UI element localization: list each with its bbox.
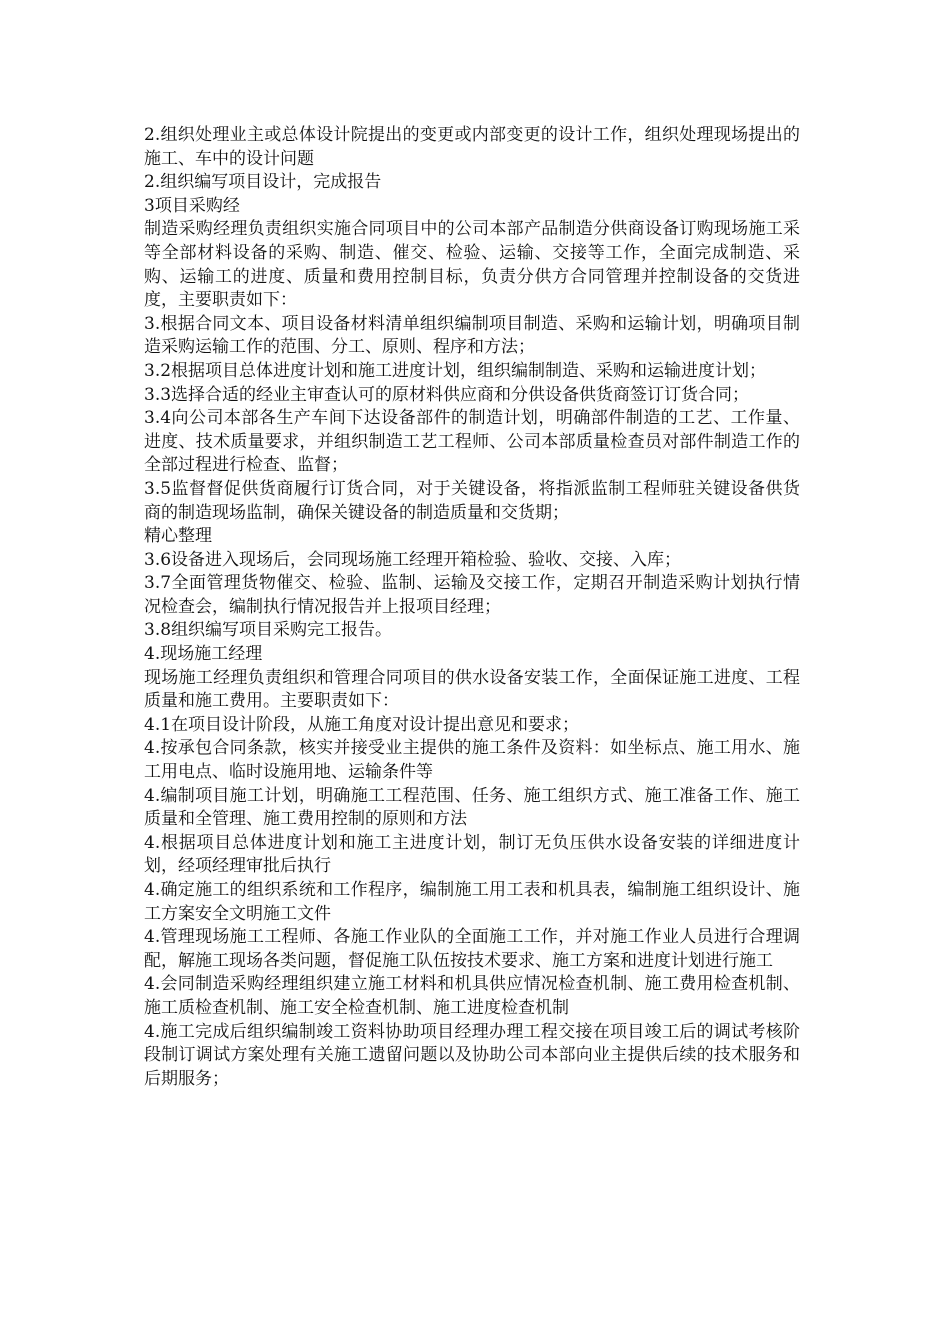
paragraph-item-3-4: 3.4向公司本部各生产车间下达设备部件的制造计划，明确部件制造的工艺、工作量、进度、技术质量要求，并组织制造工艺工程师、公司本部质量检查员对部件制造工作的全部过程进行检查、监督；	[144, 408, 800, 476]
paragraph-item-4-7: 4.会同制造采购经理组织建立施工材料和机具供应情况检查机制、施工费用检查机制、施工质检查机制、施工安全检查机制、施工进度检查机制	[144, 974, 800, 1018]
paragraph-item-4-3: 4.编制项目施工计划，明确施工工程范围、任务、施工组织方式、施工准备工作、施工质量和全管理、施工费用控制的原则和方法	[144, 785, 800, 830]
paragraph-item-3-7: 3.7全面管理货物催交、检验、监制、运输及交接工作，定期召开制造采购计划执行情况检查会，编制执行情况报告并上报项目经理；	[144, 573, 800, 617]
watermark-text: 精心整理	[144, 526, 212, 547]
paragraph-item-3-2: 3.2根据项目总体进度计划和施工进度计划，组织编制制造、采购和运输进度计划；	[144, 360, 767, 381]
paragraph-item-3-5: 3.5监督督促供货商履行订货合同，对于关键设备，将指派监制工程师驻关键设备供货商的制造现场监制，确保关键设备的制造质量和交货期；	[144, 478, 800, 523]
paragraph-item-4-2: 4.按承包合同条款，核实并接受业主提供的施工条件及资料：如坐标点、施工用水、施工用电点、临时设施用地、运输条件等	[144, 738, 800, 783]
section-heading-procurement: 3项目采购经	[144, 195, 240, 216]
paragraph-item-3-6: 3.6设备进入现场后，会同现场施工经理开箱检验、验收、交接、入库；	[144, 549, 682, 570]
paragraph-design-change: 2.组织处理业主或总体设计院提出的变更或内部变更的设计工作，组织处理现场提出的施工、车中的设计问题	[144, 125, 800, 169]
document-body	[144, 124, 800, 1091]
paragraph-item-4-6: 4.管理现场施工工程师、各施工作业队的全面施工工作，并对施工作业人员进行合理调配，解施工现场各类问题，督促施工队伍按技术要求、施工方案和进度计划进行施工	[144, 927, 800, 971]
paragraph-item-4-5: 4.确定施工的组织系统和工作程序，编制施工用工表和机具表，编制施工组织设计、施工方案安全文明施工文件	[144, 880, 800, 924]
paragraph-item-3-1: 3.根据合同文本、项目设备材料清单组织编制项目制造、采购和运输计划，明确项目制造采购运输工作的范围、分工、原则、程序和方法；	[144, 313, 800, 358]
paragraph-site-manager-intro: 现场施工经理负责组织和管理合同项目的供水设备安装工作，全面保证施工进度、工程质量和施工费用。主要职责如下：	[144, 667, 800, 712]
paragraph-item-4-4: 4.根据项目总体进度计划和施工主进度计划，制订无负压供水设备安装的详细进度计划，经项经理审批后执行	[144, 832, 800, 877]
paragraph-item-4-8: 4.施工完成后组织编制竣工资料协助项目经理办理工程交接在项目竣工后的调试考核阶段制订调试方案处理有关施工遗留问题以及协助公司本部向业主提供后续的技术服务和后期服务；	[144, 1021, 800, 1089]
paragraph-item-3-3: 3.3选择合适的经业主审查认可的原材料供应商和分供设备供货商签订订货合同；	[144, 384, 750, 405]
paragraph-item-3-8: 3.8组织编写项目采购完工报告。	[144, 620, 393, 641]
paragraph-item-4-1: 4.1在项目设计阶段，从施工角度对设计提出意见和要求；	[144, 714, 580, 735]
paragraph-procurement-intro: 制造采购经理负责组织实施合同项目中的公司本部产品制造分供商设备订购现场施工采等全部材料设备的采购、制造、催交、检验、运输、交接等工作，全面完成制造、采购、运输工的进度、质量和费用控制目标，负责分供方合同管理并控制设备的交货进度，主要职责如下：	[144, 219, 800, 311]
paragraph-design-report: 2.组织编写项目设计，完成报告	[144, 172, 382, 193]
section-heading-site-manager: 4.现场施工经理	[144, 644, 263, 665]
